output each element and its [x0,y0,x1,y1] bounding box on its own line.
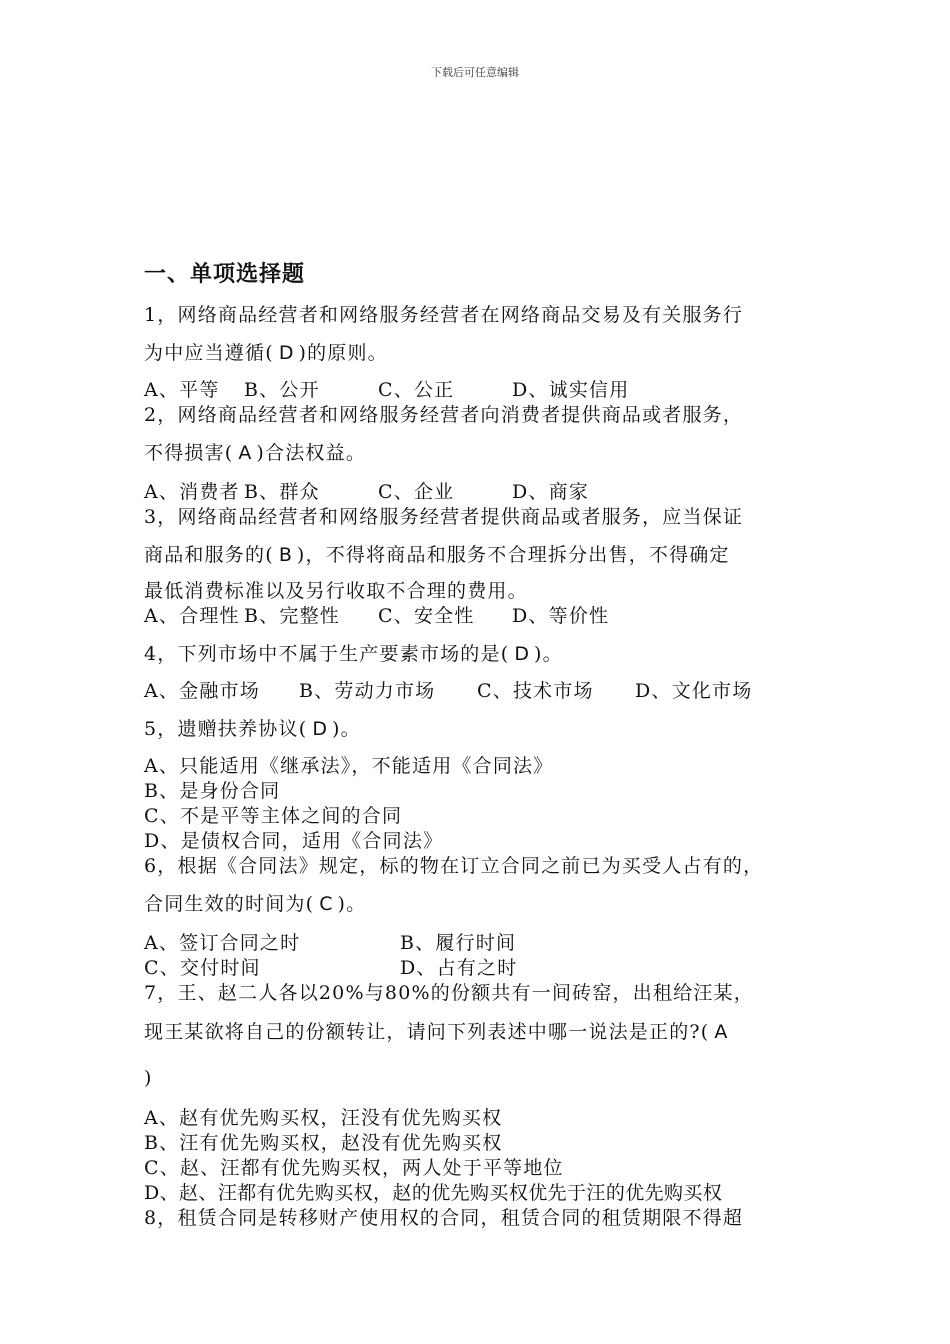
option: A、平等 [144,379,220,401]
question-6 [144,854,824,981]
document-body [144,258,824,1231]
option: C、安全性 [378,605,475,627]
header-note: 下载后可任意编辑 [431,66,519,79]
option: B、公开 [244,379,320,401]
option: D、占有之时 [400,957,518,979]
option: A、金融市场 [144,680,260,702]
question-stem: 5，遗赠扶养协议( D )。 [144,718,361,740]
options [144,679,824,704]
question-stem: 商品和服务的( B )，不得将商品和服务不合理拆分出售，不得确定 [144,544,730,566]
question-stem: 不得损害( A )合法权益。 [144,442,367,464]
option: B、履行时间 [400,932,517,954]
option: C、技术市场 [477,680,594,702]
answer-letter: B [278,544,292,566]
answer-letter: C [319,893,333,915]
option: A、赵有优先购买权，汪没有优先购买权 [144,1107,503,1129]
option: B、是身份合同 [144,780,281,802]
section-title: 一、单项选择题 [144,262,306,287]
option: A、消费者 [144,481,240,503]
question-stem: 合同生效的时间为( C )。 [144,893,367,915]
options [144,754,824,854]
option: A、签订合同之时 [144,932,301,954]
option: D、文化市场 [635,680,753,702]
question-stem: 1，网络商品经营者和网络服务经营者在网络商品交易及有关服务行 [144,304,744,326]
options [144,604,824,629]
option: D、诚实信用 [512,379,630,401]
question-stem: 最低消费标准以及另行收取不合理的费用。 [144,580,528,602]
question-stem: 3，网络商品经营者和网络服务经营者提供商品或者服务，应当保证 [144,506,744,528]
question-stem: ) [144,1067,153,1089]
question-stem: 现王某欲将自己的份额转让，请问下列表述中哪一说法是正的?( A [144,1006,824,1058]
option: C、公正 [378,379,455,401]
answer-letter: D [278,342,294,364]
option: B、群众 [244,481,320,503]
question-stem: 为中应当遵循( D )的原则。 [144,342,388,364]
options [144,378,824,403]
option: B、汪有优先购买权，赵没有优先购买权 [144,1132,503,1154]
option: C、不是平等主体之间的合同 [144,805,403,827]
question-1 [144,296,824,403]
option: D、赵、汪都有优先购买权，赵的优先购买权优先于汪的优先购买权 [144,1182,723,1204]
option: C、企业 [378,481,455,503]
option: C、交付时间 [144,957,261,979]
option: C、赵、汪都有优先购买权，两人处于平等地位 [144,1157,564,1179]
option: B、劳动力市场 [299,680,436,702]
answer-letter: A [238,442,252,464]
question-stem: 4，下列市场中不属于生产要素市场的是( D )。 [144,643,563,665]
option: D、等价性 [512,605,610,627]
answer-letter: A [714,1021,728,1043]
question-4 [144,629,824,704]
question-3 [144,505,824,629]
options [144,931,824,981]
question-stem: 8，租赁合同是转移财产使用权的合同，租赁合同的租赁期限不得超 [144,1207,744,1229]
options [144,480,824,505]
option: A、只能适用《继承法》，不能适用《合同法》 [144,755,554,777]
option: D、是债权合同，适用《合同法》 [144,830,444,852]
question-2 [144,403,824,505]
option: D、商家 [512,481,590,503]
question-stem: 6，根据《合同法》规定，标的物在订立合同之前已为买受人占有的， [144,855,764,877]
question-5 [144,704,824,854]
question-7 [144,981,824,1206]
answer-letter: D [312,718,327,740]
options [144,1106,824,1206]
question-stem: 2，网络商品经营者和网络服务经营者向消费者提供商品或者服务， [144,404,744,426]
question-8 [144,1206,824,1231]
option: A、合理性 [144,605,240,627]
answer-letter: D [514,643,529,665]
option: B、完整性 [244,605,340,627]
question-stem: 7，王、赵二人各以20%与80%的份额共有一间砖窑，出租给汪某， [144,982,754,1004]
